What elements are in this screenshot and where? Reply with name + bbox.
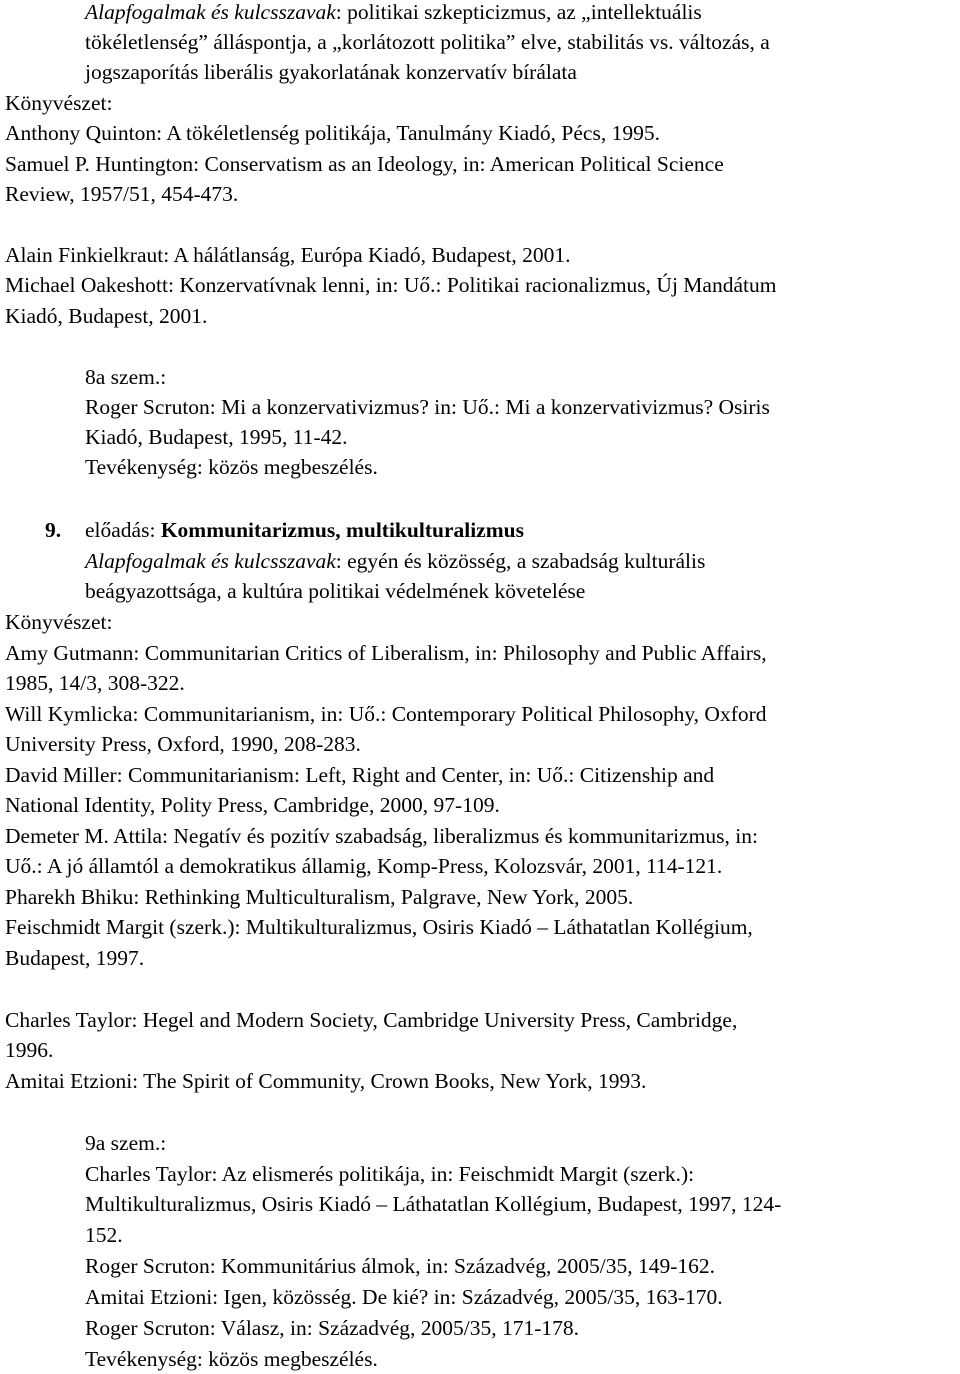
seminar-entry: Roger Scruton: Válasz, in: Századvég, 2005/35, 171-178. <box>85 1316 580 1340</box>
seminar-entry: 152. <box>85 1223 123 1247</box>
seminar-entry: Charles Taylor: Az elismerés politikája, in: Feischmidt Margit (szerk.): <box>85 1162 695 1186</box>
seminar-entry: Multikulturalizmus, Osiris Kiadó – Láthatatlan Kollégium, Budapest, 1997, 124- <box>85 1192 782 1216</box>
seminar-activity: Tevékenység: közös megbeszélés. <box>85 1347 378 1371</box>
bibliography-label: Könyvészet: <box>5 91 113 115</box>
bibliography-entry: Review, 1957/51, 454-473. <box>5 182 239 206</box>
concepts-text: : egyén és közösség, a szabadság kulturális <box>335 549 706 573</box>
seminar-entry: Kiadó, Budapest, 1995, 11-42. <box>85 425 348 449</box>
concepts-text: : politikai szkepticizmus, az „intellektuális <box>335 0 702 24</box>
seminar-label: 8a szem.: <box>85 365 167 389</box>
lecture-number: 9. <box>45 518 62 542</box>
bibliography-entry: Kiadó, Budapest, 2001. <box>5 304 208 328</box>
seminar-activity: Tevékenység: közös megbeszélés. <box>85 455 378 479</box>
bibliography-entry: Michael Oakeshott: Konzervatívnak lenni, in: Uő.: Politikai racionalizmus, Új Mandátum <box>5 273 777 297</box>
lecture-label: előadás: <box>85 518 161 542</box>
concepts-label: Alapfogalmak és kulcsszavak <box>85 549 336 573</box>
seminar-label: 9a szem.: <box>85 1131 167 1155</box>
concepts-text: beágyazottsága, a kultúra politikai védelmének követelése <box>85 579 586 603</box>
bibliography-entry: University Press, Oxford, 1990, 208-283. <box>5 732 361 756</box>
concepts-label: Alapfogalmak és kulcsszavak <box>85 0 336 24</box>
seminar-entry: Amitai Etzioni: Igen, közösség. De kié? in: Századvég, 2005/35, 163-170. <box>85 1285 723 1309</box>
bibliography-entry: Pharekh Bhiku: Rethinking Multiculturalism, Palgrave, New York, 2005. <box>5 885 634 909</box>
bibliography-entry: Samuel P. Huntington: Conservatism as an Ideology, in: American Political Science <box>5 152 724 176</box>
bibliography-entry: Feischmidt Margit (szerk.): Multikulturalizmus, Osiris Kiadó – Láthatatlan Kollégium, <box>5 915 753 939</box>
bibliography-entry: David Miller: Communitarianism: Left, Right and Center, in: Uő.: Citizenship and <box>5 763 715 787</box>
seminar-entry: Roger Scruton: Mi a konzervativizmus? in: Uő.: Mi a konzervativizmus? Osiris <box>85 395 770 419</box>
bibliography-entry: Will Kymlicka: Communitarianism, in: Uő.: Contemporary Political Philosophy, Oxford <box>5 702 767 726</box>
concepts-text: tökéletlenség” álláspontja, a „korlátozott politika” elve, stabilitás vs. változás, a <box>85 30 770 54</box>
lecture-title: Kommunitarizmus, multikulturalizmus <box>160 518 524 542</box>
bibliography-entry: Amy Gutmann: Communitarian Critics of Liberalism, in: Philosophy and Public Affairs, <box>5 641 767 665</box>
bibliography-entry: Anthony Quinton: A tökéletlenség politikája, Tanulmány Kiadó, Pécs, 1995. <box>5 121 660 145</box>
bibliography-label: Könyvészet: <box>5 610 113 634</box>
bibliography-entry: Uő.: A jó államtól a demokratikus államig, Komp-Press, Kolozsvár, 2001, 114-121. <box>5 854 723 878</box>
bibliography-entry: Amitai Etzioni: The Spirit of Community, Crown Books, New York, 1993. <box>5 1069 647 1093</box>
bibliography-entry: Budapest, 1997. <box>5 946 145 970</box>
bibliography-entry: 1996. <box>5 1038 54 1062</box>
concepts-text: jogszaporítás liberális gyakorlatának konzervatív bírálata <box>85 60 577 84</box>
seminar-entry: Roger Scruton: Kommunitárius álmok, in: Századvég, 2005/35, 149-162. <box>85 1254 715 1278</box>
bibliography-entry: Charles Taylor: Hegel and Modern Society, Cambridge University Press, Cambridge, <box>5 1008 738 1032</box>
bibliography-entry: Alain Finkielkraut: A hálátlanság, Európa Kiadó, Budapest, 2001. <box>5 243 571 267</box>
bibliography-entry: National Identity, Polity Press, Cambridge, 2000, 97-109. <box>5 793 500 817</box>
bibliography-entry: 1985, 14/3, 308-322. <box>5 671 185 695</box>
bibliography-entry: Demeter M. Attila: Negatív és pozitív szabadság, liberalizmus és kommunitarizmus, in: <box>5 824 758 848</box>
